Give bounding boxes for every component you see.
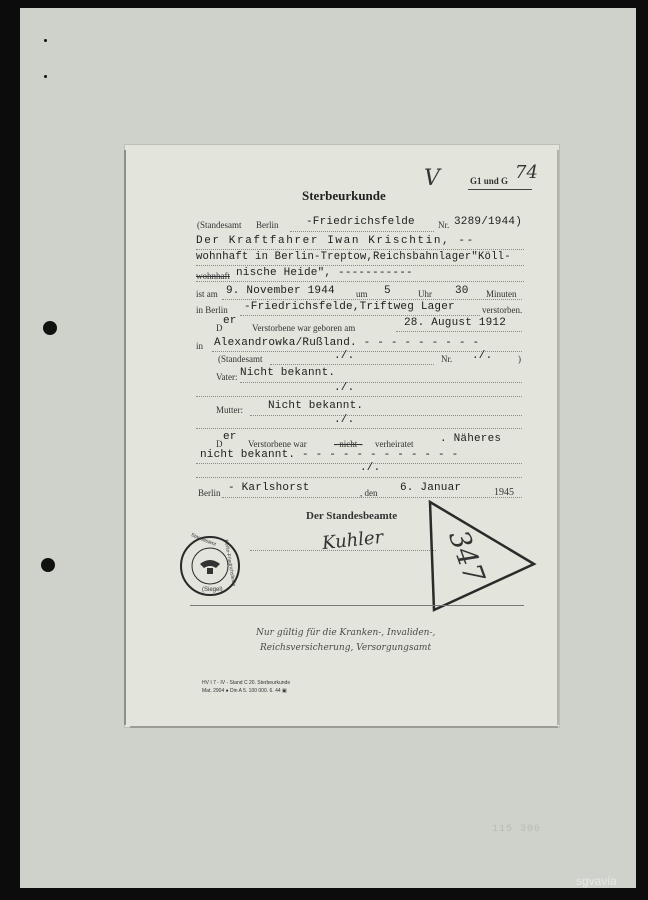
death-minutes: 30 bbox=[455, 285, 469, 297]
struck-wohnhaft: wohnhaft bbox=[196, 271, 230, 281]
birth-prefix: D bbox=[216, 323, 223, 333]
um-label: um bbox=[356, 289, 368, 299]
card-edge bbox=[130, 726, 558, 728]
issue-year: 1945 bbox=[494, 487, 514, 498]
married-gender: er bbox=[223, 431, 237, 443]
mutter-value: Nicht bekannt. bbox=[268, 400, 364, 412]
stamp-seal: (Siegel) bbox=[202, 587, 223, 593]
death-date: 9. November 1944 bbox=[226, 285, 335, 297]
issue-district: - Karlshorst bbox=[228, 482, 310, 494]
birth-date: 28. August 1912 bbox=[404, 317, 507, 329]
issue-date: 6. Januar bbox=[400, 482, 462, 494]
punch-hole bbox=[41, 558, 55, 572]
signature-label: Der Standesbeamte bbox=[306, 510, 398, 522]
standesamt-place: Berlin bbox=[256, 220, 279, 230]
form-line bbox=[196, 265, 524, 266]
form-line bbox=[290, 231, 434, 232]
married-value-3: ./. bbox=[360, 462, 381, 474]
margin-dot bbox=[44, 39, 47, 42]
death-place: -Friedrichsfelde,Triftweg Lager bbox=[244, 301, 455, 313]
death-hour: 5 bbox=[384, 285, 391, 297]
form-line bbox=[240, 315, 480, 316]
margin-dot bbox=[44, 75, 47, 78]
residence-line: wohnhaft in Berlin-Treptow,Reichsbahnlager"Köll- bbox=[196, 251, 511, 263]
form-line bbox=[196, 463, 522, 464]
married-post: verheiratet bbox=[375, 439, 414, 449]
signature: Kuhler bbox=[321, 526, 385, 555]
married-prefix: D bbox=[216, 439, 223, 449]
punch-hole bbox=[43, 321, 57, 335]
birth-label: Verstorbene war geboren am bbox=[252, 323, 356, 333]
faint-number: 115 300 bbox=[492, 824, 542, 835]
standesamt-district: -Friedrichsfelde bbox=[306, 216, 415, 228]
uhr-label: Uhr bbox=[418, 289, 432, 299]
standesamt-label: (Standesamt bbox=[197, 220, 242, 230]
birth-close: ) bbox=[518, 354, 521, 364]
birth-nr-value: ./. bbox=[472, 350, 493, 362]
residence-line-2: nische Heide", ----------- bbox=[236, 267, 413, 279]
form-footer-2: Mat. 2904 ● Din A 5. 100 000. 6. 44 ▣ bbox=[202, 688, 287, 694]
form-code-hand: 74 bbox=[515, 162, 538, 183]
form-line bbox=[396, 331, 522, 332]
form-line bbox=[222, 299, 522, 300]
birth-place: Alexandrowka/Rußland. - - - - - - - - - bbox=[214, 337, 480, 349]
verstorben-label: verstorben. bbox=[482, 305, 523, 315]
form-line bbox=[196, 396, 522, 397]
married-value: . Näheres bbox=[440, 433, 502, 445]
birth-place-label: in bbox=[196, 341, 204, 351]
register-nr-label: Nr. bbox=[438, 220, 450, 230]
form-line bbox=[270, 364, 434, 365]
validity-line-2: Reichsversicherung, Versorgungsamt bbox=[260, 643, 432, 653]
form-line bbox=[196, 428, 522, 429]
vater-label: Vater: bbox=[216, 372, 238, 382]
form-footer-1: HV I 7 - IV - Stand C 20. Sterbeurkunde bbox=[202, 680, 291, 686]
form-line bbox=[250, 415, 522, 416]
form-code-underline bbox=[468, 189, 532, 190]
card-edge bbox=[124, 150, 126, 725]
birth-standesamt-label: (Standesamt bbox=[218, 354, 263, 364]
birth-standesamt-value: ./. bbox=[334, 350, 355, 362]
married-label: Verstorbene war bbox=[248, 439, 307, 449]
form-line bbox=[196, 477, 522, 478]
married-nicht: - nicht - bbox=[334, 439, 363, 449]
birth-gender: er bbox=[223, 315, 237, 327]
check-mark: V bbox=[424, 166, 440, 191]
married-value-2: nicht bekannt. - - - - - - - - - - - - bbox=[200, 449, 459, 461]
stamp-sub: Berlin-Friedrichsfelde bbox=[222, 539, 237, 587]
minuten-label: Minuten bbox=[486, 289, 517, 299]
form-line bbox=[196, 281, 524, 282]
vater-value: Nicht bekannt. bbox=[240, 367, 336, 379]
issue-den: , den bbox=[360, 488, 378, 498]
death-date-label: ist am bbox=[196, 289, 218, 299]
document-title: Sterbeurkunde bbox=[302, 188, 386, 203]
vater-extra: ./. bbox=[334, 382, 355, 394]
form-line bbox=[196, 249, 524, 250]
issue-place: Berlin bbox=[198, 488, 221, 498]
stamp-text: Standesamt bbox=[189, 532, 217, 548]
register-nr: 3289/1944) bbox=[454, 216, 523, 228]
mutter-label: Mutter: bbox=[216, 405, 243, 415]
card-edge bbox=[557, 150, 559, 725]
form-code: G1 und G bbox=[470, 176, 509, 186]
separator-line bbox=[190, 605, 524, 606]
triangle-number: 347 bbox=[442, 525, 492, 588]
form-line bbox=[240, 382, 522, 383]
deceased-name-line: Der Kraftfahrer Iwan Krischtin, -- bbox=[196, 235, 475, 247]
watermark: sgvavia bbox=[576, 874, 617, 888]
validity-line-1: Nur gültig für die Kranken-, Invaliden-, bbox=[256, 628, 436, 638]
mutter-extra: ./. bbox=[334, 414, 355, 426]
death-place-label: in Berlin bbox=[196, 305, 228, 315]
birth-nr-label: Nr. bbox=[441, 354, 453, 364]
